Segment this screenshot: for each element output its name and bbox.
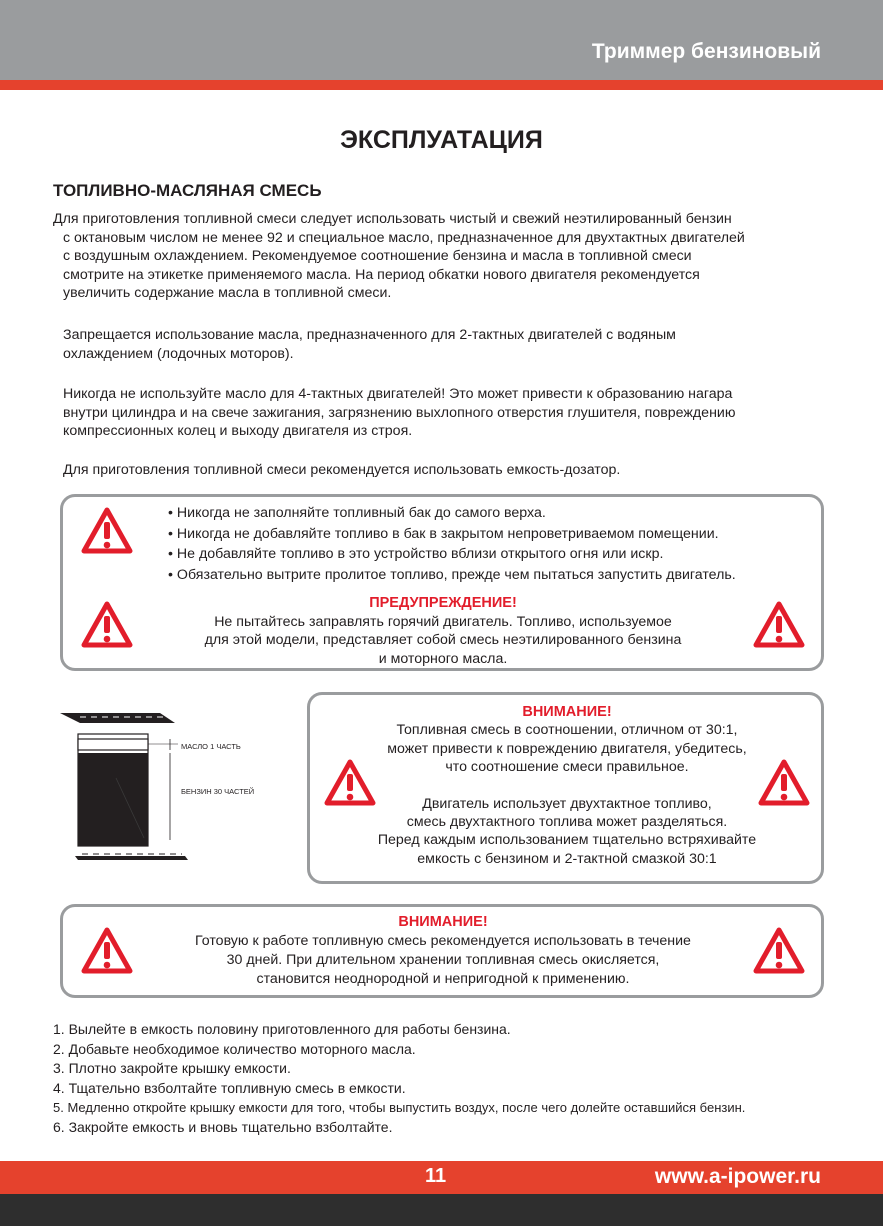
list-item: 5. Медленно откройте крышку емкости для того, чтобы выпустить воздух, после чего долейте оставшийся бензин.	[53, 1100, 746, 1116]
list-item: 6. Закройте емкость и вновь тщательно взболтайте.	[53, 1118, 393, 1135]
paragraph-dispenser: Для приготовления топливной смеси рекомендуется использовать емкость-дозатор.	[63, 462, 621, 478]
attention-title: ВНИМАНИЕ!	[398, 914, 488, 930]
paragraph-4-stroke-oil: Никогда не используйте масло для 4-тактных двигателей! Это может привести к образованию нагара внутри цилиндра и на свече зажигания, загрязнению выхлопного отверстия глушителя, повреждению компрессионных колец и выходу двигателя из строя.	[63, 386, 736, 440]
list-item: • Никогда не добавляйте топливо в бак в закрытом непроветриваемом помещении.	[168, 525, 719, 542]
website-link[interactable]: www.a-ipower.ru	[654, 1165, 821, 1188]
page-number: 11	[425, 1165, 447, 1187]
attention-message-storage: ВНИМАНИЕ! Готовую к работе топливную смесь рекомендуется использовать в течение 30 дней. При длительном хранении топливная смесь окисляется, становится неоднородной и непригодной к применению.	[133, 913, 753, 989]
oil-label: МАСЛО 1 ЧАСТЬ	[181, 742, 241, 751]
fuel-label: БЕНЗИН 30 ЧАСТЕЙ	[181, 787, 255, 796]
attention-box-ratio	[307, 692, 824, 884]
section-title: ТОПЛИВНО-МАСЛЯНАЯ СМЕСЬ	[53, 181, 322, 200]
list-item: • Не добавляйте топливо в это устройство вблизи открытого огня или искр.	[168, 546, 664, 562]
attention-title: ВНИМАНИЕ!	[522, 704, 612, 720]
warning-triangle-icon	[81, 507, 133, 555]
warning-message: ПРЕДУПРЕЖДЕНИЕ! Не пытайтесь заправлять горячий двигатель. Топливо, используемое для этой модели, представляет собой смесь неэтилированного бензина и моторного масла.	[123, 594, 763, 668]
list-item: • Никогда не заполняйте топливный бак до самого верха.	[168, 505, 546, 521]
list-item: 3. Плотно закройте крышку емкости.	[53, 1060, 291, 1077]
list-item: 1. Вылейте в емкость половину приготовленного для работы бензина.	[53, 1021, 511, 1037]
paragraph-fuel-intro: Для приготовления топливной смеси следует использовать чистый и свежий неэтилированный бензин с октановым числом не менее 92 и специальное масло, предназначенное для двухтактных двигателей с воздушным охлаждением. Рекомендуемое соотношение бензина и масла в топливной смеси смотрите на этикетке применяемого масла. На период обкатки нового двигателя рекомендуется увеличить содержание масла в топливной смеси.	[53, 211, 745, 302]
page-title: ЭКСПЛУАТАЦИЯ	[340, 126, 543, 154]
warning-triangle-icon	[81, 927, 133, 975]
attention-box-storage	[60, 904, 824, 998]
warning-triangle-icon	[753, 927, 805, 975]
list-item: 4. Тщательно взболтайте топливную смесь в емкости.	[53, 1079, 406, 1096]
warning-bullet-list	[168, 503, 736, 585]
list-item: • Обязательно вытрите пролитое топливо, прежде чем пытаться запустить двигатель.	[168, 566, 736, 583]
header-stripe	[0, 80, 883, 90]
footer-dark-band	[0, 1194, 883, 1226]
warning-title: ПРЕДУПРЕЖДЕНИЕ!	[369, 595, 517, 611]
header-title: Триммер бензиновый	[591, 40, 821, 63]
mixing-steps-list	[53, 1020, 745, 1138]
attention-message-ratio: ВНИМАНИЕ! Топливная смесь в соотношении, отличном от 30:1, может привести к повреждению двигателя, убедитесь, что соотношение смеси правильное. Двигатель использует двухтактное топливо, смесь двухтактного топлива может разделяться. Перед каждым использованием тщательно встряхивайте емкость с бензином и 2-тактной смазкой 30:1	[350, 703, 784, 868]
paragraph-water-cooled-oil: Запрещается использование масла, предназначенного для 2-тактных двигателей с водяным охлаждением (лодочных моторов).	[63, 327, 676, 362]
list-item: 2. Добавьте необходимое количество моторного масла.	[53, 1040, 416, 1057]
fuel-ratio-diagram	[60, 708, 190, 866]
